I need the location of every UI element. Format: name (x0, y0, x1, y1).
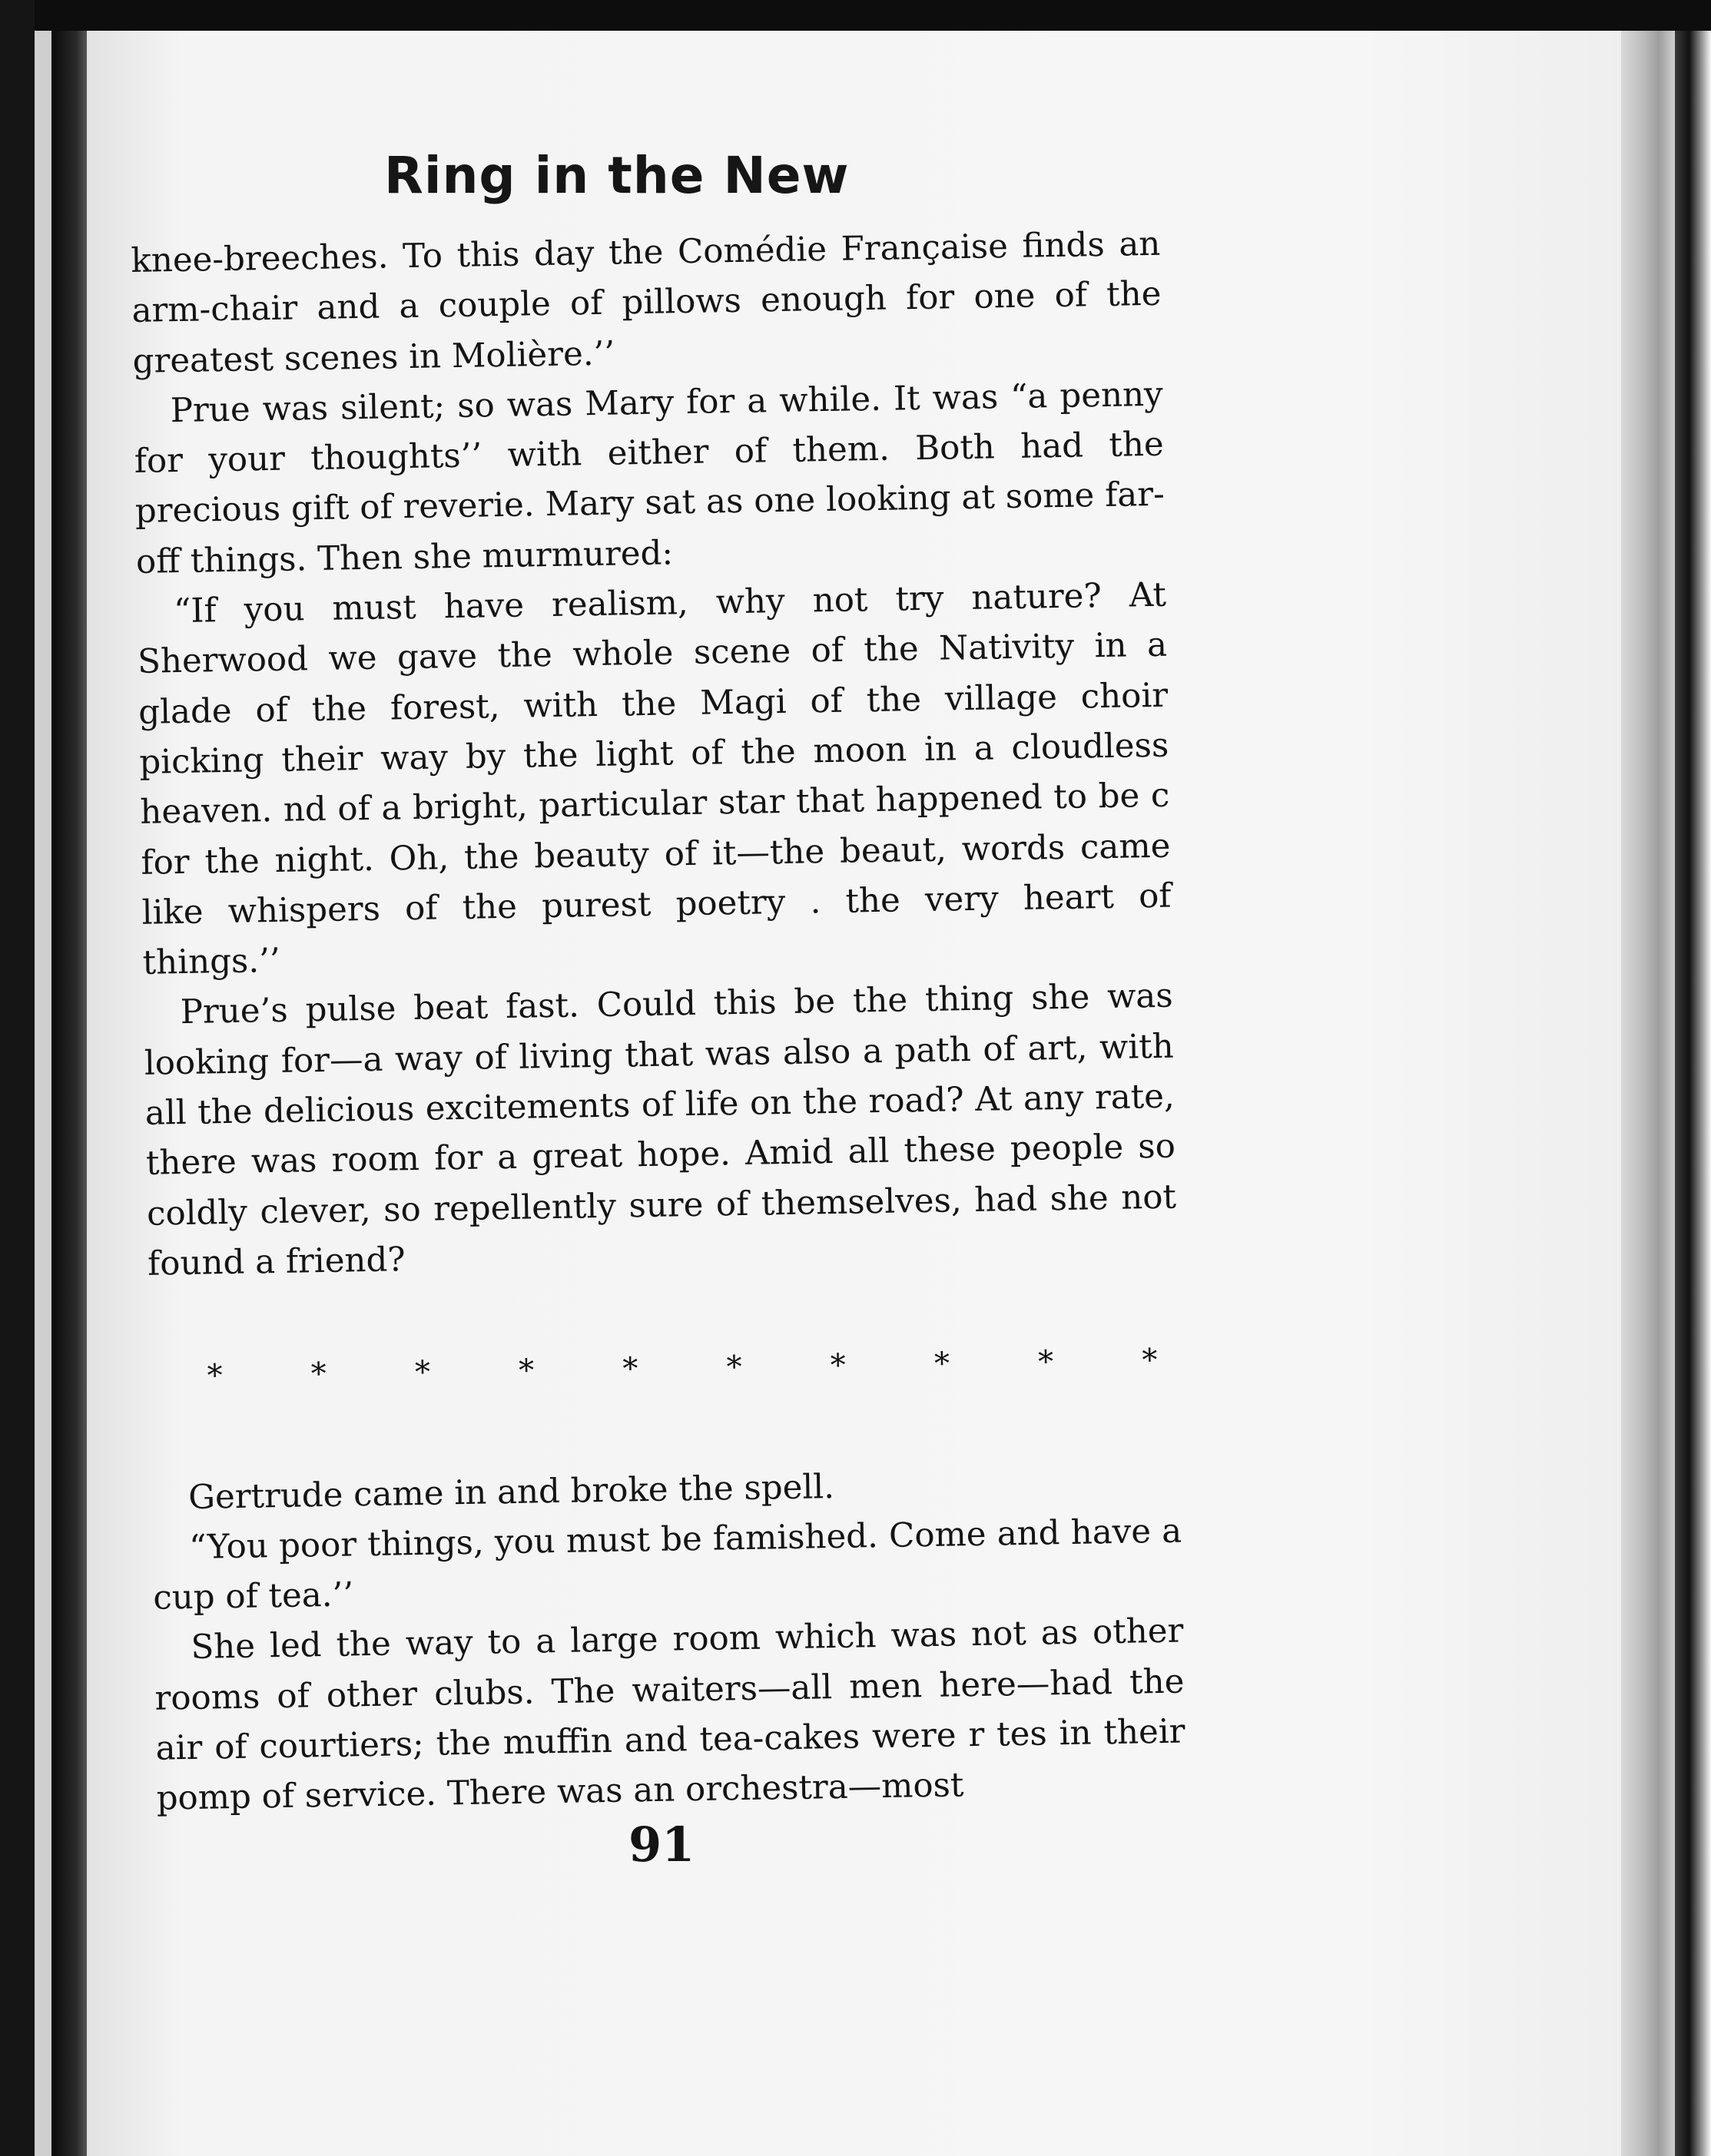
ornament-star: * (310, 1356, 327, 1393)
paragraph: “If you must have realism, why not try nature? At Sherwood we gave the whole scene of the Nativity in a glade of the forest, with the Magi of the village choir picking their way by the light of the moon in a cloudless heaven. nd of a bright, particular star that happened to be c for the night. Oh, the beauty of it—the beaut, words came like whispers of the purest poetry . the very heart of things.’’ (137, 575, 1172, 983)
scan-frame-left (0, 0, 35, 2156)
ornament-star: * (726, 1350, 742, 1386)
paragraph: knee-breeches. To this day the Comédie Française finds an arm-chair and a couple of pillows enough for one of the greatest scenes in Molière.’’ (131, 224, 1162, 381)
page-number: 91 (628, 1817, 695, 1873)
ornament-star: * (622, 1351, 638, 1387)
scan-frame-right (1675, 31, 1711, 2156)
scan-frame-top (0, 0, 1711, 31)
ornament-star: * (1142, 1343, 1158, 1379)
book-gutter (51, 31, 87, 2156)
facing-page-edge (35, 31, 51, 2156)
paragraph: Prue’s pulse beat fast. Could this be the thing she was looking for—a way of living that was also a path of art, with all the delicious excitements of life on the road? At any rate, there was room for a great hope. Amid all these people so coldly clever, so repellently sure of themselves, had she not found a friend? (144, 977, 1177, 1283)
paragraph: “You poor things, you must be famished. Come and have a cup of tea.’’ (152, 1512, 1182, 1618)
section-break-ornament (149, 1336, 1179, 1403)
paragraph: Prue was silent; so was Mary for a while. It was “a penny for your thoughts’’ with either of them. Both had the precious gift of reverie. Mary sat as one looking at some far-off things. Then she murmured: (134, 375, 1166, 581)
body-text (131, 220, 1186, 1825)
running-head: Ring in the New (384, 146, 850, 205)
ornament-star: * (1037, 1344, 1054, 1380)
paragraph: She led the way to a large room which was not as other rooms of other clubs. The waiters—all men here—had the air of courtiers; the muffin and tea-cakes were r tes in their pomp of service. There was an orchestra—most (154, 1611, 1185, 1819)
ornament-star: * (414, 1354, 431, 1391)
ornament-star: * (518, 1353, 535, 1389)
ornament-star: * (207, 1358, 223, 1394)
page-fore-edge (1621, 31, 1675, 2156)
paragraph: Gertrude came in and broke the spell. (187, 1467, 835, 1517)
ornament-star: * (933, 1346, 950, 1383)
ornament-star: * (830, 1348, 847, 1384)
